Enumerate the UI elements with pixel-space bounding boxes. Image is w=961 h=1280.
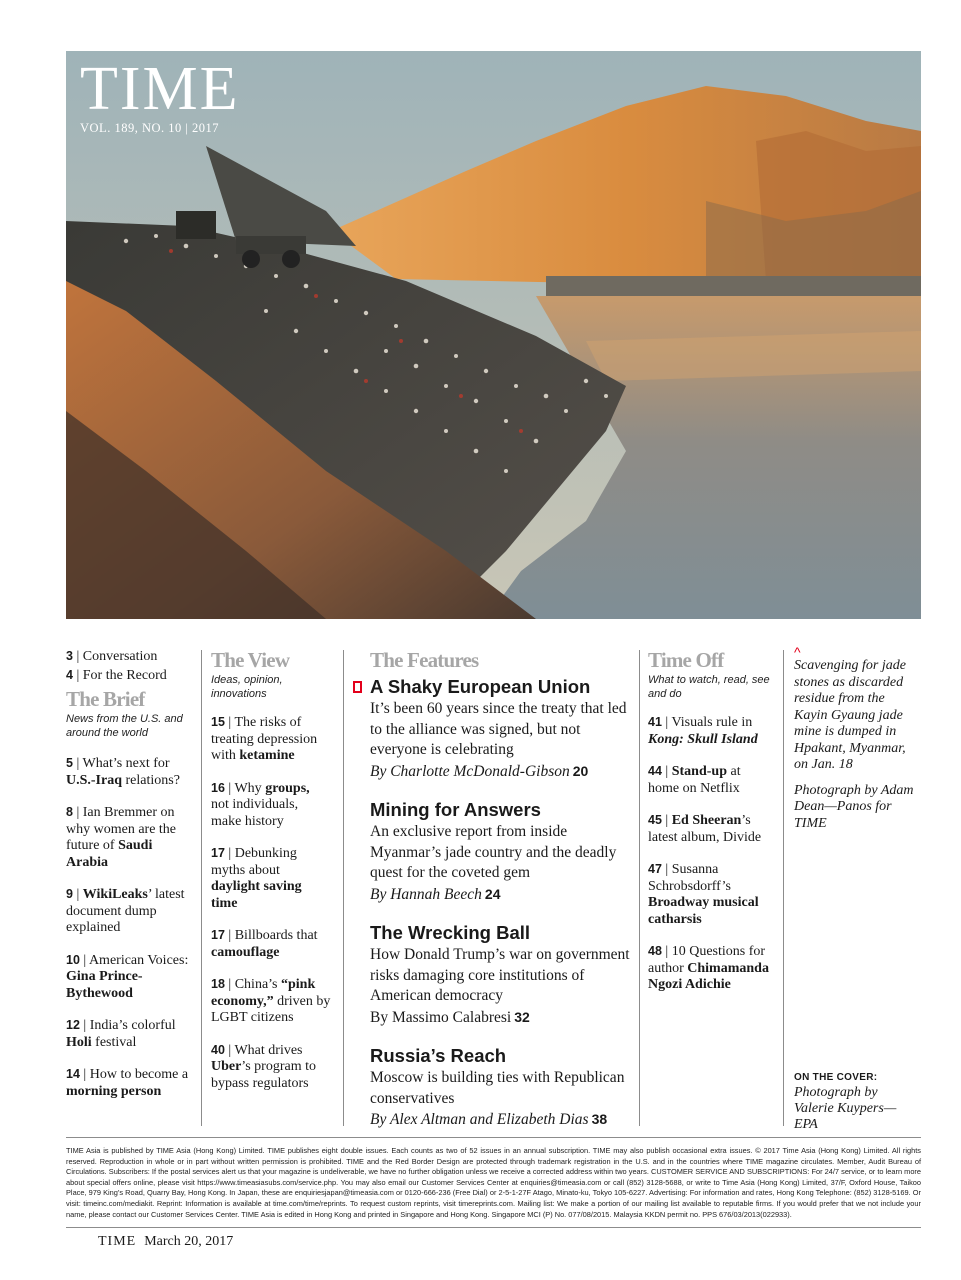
column-divider [343, 650, 344, 1126]
column-divider [639, 650, 640, 1126]
toc-entry[interactable]: 10 | American Voices: Gina Prince-Bythewood [66, 952, 189, 1001]
feature-dek: An exclusive report from inside Myanmar’s jade country and the deadly quest for the coveted gem [370, 823, 617, 881]
jade-mine-photo [66, 51, 921, 619]
toc-entry[interactable]: 44 | Stand-up at home on Netflix [648, 764, 741, 796]
toc-entry[interactable]: 14 | How to become a morning person [66, 1067, 189, 1099]
feature-item[interactable] [370, 676, 632, 782]
footer-date: March 20, 2017 [144, 1234, 234, 1249]
photo-credit: Photograph by Adam Dean—Panos for TIME [794, 782, 914, 831]
toc-entry[interactable]: 3 | Conversation [66, 649, 158, 664]
view-column [211, 648, 331, 1092]
page-footer [98, 1234, 233, 1250]
cover-photo [66, 51, 921, 619]
toc-entry[interactable]: 17 | Debunking myths about daylight saving time [211, 846, 302, 911]
feature-item[interactable] [370, 799, 632, 905]
feature-title[interactable]: Russia’s Reach [370, 1045, 507, 1066]
legal-fine-print: TIME Asia is published by TIME Asia (Hong Kong) Limited. TIME publishes eight double issues. Each counts as two of 52 issues in an annual subscription. TIME may also publish occasional extra issues. © 2017 Time Asia (Hong Kong) Limited. All rights reserved. Reproduction in whole or in part without written permission is prohibited. TIME and the Red Border Design are protected through trademark registration in the U.S. and in the countries where TIME magazine circulates. Member, Audit Bureau of Circulations. Subscribers: If the postal services alert us that your magazine is undeliverable, we have no further obligation unless we receive a corrected address within two years. CUSTOMER SERVICE AND SUBSCRIPTIONS: For 24/7 service, or to learn more about special offers online, please visit https://www.timeasiasubs.com/service.php. You may also email our Customer Services Center at enquiries@timeasia.com or call (852) 3128-5688, or write to Time Asia (Hong Kong) Limited, 37/F, Oxford House, Taikoo Place, 979 King’s Road, Quarry Bay, Hong Kong. In Japan, these are enquiriesjapan@timeasia.com or 0120-666-236 (Free Dial) or 2-5-1-27F Atago, Minato-ku, Tokyo 105-6227. Advertising: For information and rates, Hong Kong Telephone: (852) 3128-5169. Or visit: timeinc.com/mediakit. Reprint: Information is available at time.com/time/reprints. To request custom reprints, visit timereprints.com. Mailing list: We make a portion of our mailing list available to reputable firms. If you would prefer that we not include your name, please contact our Customer Services Center. TIME Asia is edited in Hong Kong and printed in Singapore and Hong Kong. Singapore MCI (P) No. 077/08/2015. Malaysia KKDN permit no. PPS 676/03/2013(022933). [66, 1146, 921, 1219]
cover-photo-credit: Photograph by Valerie Kuypers—EPA [794, 1085, 897, 1132]
toc-entry[interactable]: 40 | What drives Uber’s program to bypass regulators [211, 1042, 316, 1091]
divider [66, 1137, 921, 1138]
section-subtitle: Ideas, opinion, innovations [211, 674, 283, 700]
feature-item[interactable] [370, 1045, 632, 1131]
features-column [370, 648, 632, 1148]
toc-entry[interactable]: 45 | Ed Sheeran’s latest album, Divide [648, 813, 762, 845]
section-heading: The Features [370, 648, 479, 672]
toc-entry[interactable]: 16 | Why groups, not individuals, make history [211, 780, 310, 829]
column-divider [783, 650, 784, 1126]
feature-title[interactable]: The Wrecking Ball [370, 922, 531, 943]
toc-entry[interactable]: 41 | Visuals rule in Kong: Skull Island [648, 715, 758, 747]
column-divider [201, 650, 202, 1126]
volume-issue: VOL. 189, NO. 10 | 2017 [80, 121, 219, 135]
toc-entry[interactable]: 4 | For the Record [66, 667, 167, 683]
feature-title[interactable]: A Shaky European Union [370, 676, 632, 698]
toc-entry[interactable]: 48 | 10 Questions for author Chimamanda Ngozi Adichie [648, 944, 769, 992]
photo-caption: Scavenging for jade stones as discarded residue from the Kayin Gyaung jade mine is dumped in Hpakant, Myanmar, on Jan. 18 [794, 658, 906, 772]
footer-brand: TIME [98, 1234, 137, 1249]
feature-byline: By Alex Altman and Elizabeth Dias 38 [370, 1111, 608, 1128]
red-border-icon [353, 681, 362, 693]
cover-credit [794, 1072, 914, 1133]
time-off-column [648, 648, 773, 994]
feature-byline: By Hannah Beech 24 [370, 885, 501, 903]
time-logo: TIME [80, 55, 240, 123]
toc-entry[interactable]: 8 | Ian Bremmer on why women are the future of Saudi Arabia [66, 805, 177, 870]
toc-entry[interactable]: 12 | India’s colorful Holi festival [66, 1018, 176, 1050]
masthead [80, 57, 240, 136]
section-subtitle: What to watch, read, see and do [648, 674, 770, 700]
toc-entry[interactable]: 47 | Susanna Schrobsdorff’s Broadway musical catharsis [648, 862, 759, 927]
section-heading: The View [211, 648, 290, 672]
toc-entry[interactable]: 15 | The risks of treating depression with ketamine [211, 715, 318, 763]
feature-dek: How Donald Trump’s war on government risks damaging core institutions of American democracy [370, 946, 630, 1004]
feature-dek: It’s been 60 years since the treaty that led to the alliance was signed, but not everyone is celebrating [370, 700, 627, 758]
divider [66, 1227, 921, 1228]
feature-title[interactable]: Mining for Answers [370, 799, 541, 820]
section-subtitle: News from the U.S. and around the world [66, 713, 183, 739]
toc-entry[interactable]: 18 | China’s “pink economy,” driven by LGBT citizens [211, 977, 331, 1025]
feature-item[interactable] [370, 922, 632, 1028]
section-heading: Time Off [648, 648, 724, 672]
brief-column [66, 648, 194, 1100]
feature-byline: By Massimo Calabresi 32 [370, 1008, 530, 1026]
feature-byline: By Charlotte McDonald-Gibson 20 [370, 762, 589, 780]
toc-entry[interactable]: 5 | What’s next for U.S.-Iraq relations? [66, 756, 180, 788]
photo-caption-column [794, 644, 920, 832]
feature-dek: Moscow is building ties with Republican conservatives [370, 1069, 625, 1107]
caret-up-icon: ^ [794, 644, 801, 660]
cover-label: ON THE COVER: [794, 1072, 878, 1083]
section-heading: The Brief [66, 687, 145, 711]
toc-entry[interactable]: 17 | Billboards that camouflage [211, 928, 318, 960]
toc-entry[interactable]: 9 | WikiLeaks’ latest document dump explained [66, 887, 185, 935]
